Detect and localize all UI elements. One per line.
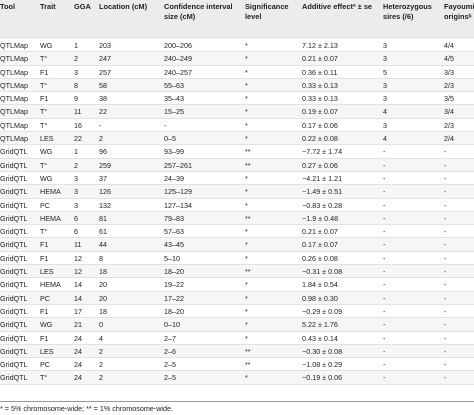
table-row [0, 92, 474, 105]
cell-gga: 3 [74, 67, 78, 77]
cell-tool: QTLMap [0, 80, 28, 90]
cell-confidence-interval: 35–43 [164, 94, 184, 104]
cell-confidence-interval: 15–25 [164, 107, 184, 117]
cell-significance: ** [245, 267, 251, 277]
cell-fayoumi-origins: - [444, 200, 447, 210]
cell-tool: QTLMap [0, 67, 28, 77]
cell-additive-effect: 0.26 ± 0.08 [302, 253, 338, 263]
cell-location: 2 [99, 134, 103, 144]
cell-trait: WG [40, 320, 53, 330]
cell-heterozygous-sires: 5 [383, 67, 387, 77]
cell-location: 20 [99, 280, 107, 290]
table-row [0, 159, 474, 172]
cell-heterozygous-sires: - [383, 320, 386, 330]
cell-fayoumi-origins: - [444, 280, 447, 290]
cell-location: 247 [99, 54, 111, 64]
table-header [0, 0, 474, 39]
cell-tool: QTLMap [0, 120, 28, 130]
cell-significance: * [245, 280, 248, 290]
cell-significance: * [245, 293, 248, 303]
cell-location: - [99, 120, 102, 130]
table-row [0, 265, 474, 278]
table-row [0, 52, 474, 65]
cell-gga: 12 [74, 253, 82, 263]
cell-additive-effect: −0.19 ± 0.06 [302, 373, 343, 383]
cell-confidence-interval: - [164, 120, 167, 130]
cell-additive-effect: −0.29 ± 0.09 [302, 306, 343, 316]
cell-confidence-interval: 93–99 [164, 147, 184, 157]
cell-gga: 16 [74, 120, 82, 130]
cell-significance: ** [245, 147, 251, 157]
cell-confidence-interval: 240–257 [164, 67, 192, 77]
cell-tool: GridQTL [0, 333, 28, 343]
cell-gga: 6 [74, 213, 78, 223]
cell-fayoumi-origins: - [444, 293, 447, 303]
cell-trait: LES [40, 346, 54, 356]
cell-location: 38 [99, 94, 107, 104]
cell-location: 22 [99, 107, 107, 117]
cell-trait: F1 [40, 240, 49, 250]
header-ci-line1: Confidence interval [164, 2, 233, 11]
table-row [0, 105, 474, 118]
cell-gga: 9 [74, 94, 78, 104]
cell-confidence-interval: 2–5 [164, 360, 176, 370]
cell-location: 37 [99, 173, 107, 183]
cell-additive-effect: −0.30 ± 0.08 [302, 346, 343, 356]
cell-fayoumi-origins: 3/5 [444, 94, 454, 104]
cell-location: 18 [99, 306, 107, 316]
cell-fayoumi-origins: 2/3 [444, 120, 454, 130]
cell-tool: GridQTL [0, 173, 28, 183]
cell-heterozygous-sires: - [383, 240, 386, 250]
cell-tool: QTLMap [0, 41, 28, 50]
cell-heterozygous-sires: - [383, 147, 386, 157]
cell-confidence-interval: 5–10 [164, 253, 180, 263]
cell-confidence-interval: 18–20 [164, 267, 184, 277]
cell-significance: ** [245, 360, 251, 370]
cell-additive-effect: 0.21 ± 0.07 [302, 227, 338, 237]
cell-gga: 24 [74, 346, 82, 356]
table-row [0, 318, 474, 331]
cell-trait: T° [40, 373, 48, 383]
cell-location: 2 [99, 373, 103, 383]
cell-trait: PC [40, 293, 50, 303]
cell-heterozygous-sires: - [383, 200, 386, 210]
cell-trait: T° [40, 80, 48, 90]
cell-tool: GridQTL [0, 187, 28, 197]
cell-additive-effect: −7.72 ± 1.74 [302, 147, 343, 157]
table-body [0, 39, 474, 385]
cell-trait: F1 [40, 94, 49, 104]
table-row [0, 119, 474, 132]
header-gga: GGA [74, 2, 91, 11]
cell-confidence-interval: 55–63 [164, 80, 184, 90]
header-ci-line2: size (cM) [164, 12, 196, 21]
cell-gga: 3 [74, 173, 78, 183]
cell-trait: HEMA [40, 213, 61, 223]
cell-fayoumi-origins: - [444, 333, 447, 343]
cell-heterozygous-sires: 3 [383, 41, 387, 50]
cell-confidence-interval: 18–20 [164, 306, 184, 316]
cell-trait: T° [40, 160, 48, 170]
cell-location: 20 [99, 293, 107, 303]
cell-additive-effect: 0.43 ± 0.14 [302, 333, 338, 343]
cell-additive-effect: 0.33 ± 0.13 [302, 94, 338, 104]
cell-fayoumi-origins: - [444, 267, 447, 277]
cell-location: 58 [99, 80, 107, 90]
cell-additive-effect: 0.98 ± 0.30 [302, 293, 338, 303]
cell-significance: * [245, 333, 248, 343]
cell-heterozygous-sires: 3 [383, 54, 387, 64]
cell-tool: QTLMap [0, 107, 28, 117]
cell-gga: 2 [74, 54, 78, 64]
cell-confidence-interval: 240–249 [164, 54, 192, 64]
cell-trait: LES [40, 267, 54, 277]
cell-trait: LES [40, 134, 54, 144]
cell-gga: 24 [74, 333, 82, 343]
cell-heterozygous-sires: - [383, 173, 386, 183]
table-row [0, 332, 474, 345]
cell-additive-effect: 1.84 ± 0.54 [302, 280, 338, 290]
cell-fayoumi-origins: - [444, 373, 447, 383]
cell-trait: HEMA [40, 187, 61, 197]
cell-significance: * [245, 373, 248, 383]
table-row [0, 185, 474, 198]
cell-tool: GridQTL [0, 373, 28, 383]
cell-tool: GridQTL [0, 360, 28, 370]
cell-additive-effect: 0.22 ± 0.08 [302, 134, 338, 144]
cell-gga: 1 [74, 41, 78, 50]
cell-additive-effect: 5.22 ± 1.76 [302, 320, 338, 330]
table-row [0, 132, 474, 145]
cell-tool: GridQTL [0, 293, 28, 303]
cell-additive-effect: −0.31 ± 0.08 [302, 267, 343, 277]
header-additive-effect: Additive effectª ± se [302, 2, 373, 11]
cell-location: 4 [99, 333, 103, 343]
cell-tool: GridQTL [0, 240, 28, 250]
cell-location: 44 [99, 240, 107, 250]
cell-gga: 3 [74, 200, 78, 210]
cell-trait: T° [40, 227, 48, 237]
cell-heterozygous-sires: 4 [383, 107, 387, 117]
cell-location: 8 [99, 253, 103, 263]
cell-trait: WG [40, 147, 53, 157]
cell-tool: GridQTL [0, 227, 28, 237]
cell-heterozygous-sires: - [383, 333, 386, 343]
cell-confidence-interval: 257–261 [164, 160, 192, 170]
table-row [0, 252, 474, 265]
cell-significance: * [245, 187, 248, 197]
header-significance [245, 2, 289, 22]
cell-confidence-interval: 2–5 [164, 373, 176, 383]
cell-heterozygous-sires: - [383, 267, 386, 277]
cell-gga: 11 [74, 107, 82, 117]
cell-gga: 6 [74, 227, 78, 237]
cell-fayoumi-origins: - [444, 240, 447, 250]
table-row [0, 292, 474, 305]
cell-additive-effect: 0.17 ± 0.06 [302, 120, 338, 130]
header-het-line1: Heterozygous [383, 2, 432, 11]
cell-tool: GridQTL [0, 320, 28, 330]
cell-tool: GridQTL [0, 306, 28, 316]
cell-heterozygous-sires: 3 [383, 80, 387, 90]
header-trait: Trait [40, 2, 56, 11]
cell-significance: * [245, 80, 248, 90]
cell-confidence-interval: 57–63 [164, 227, 184, 237]
cell-gga: 21 [74, 320, 82, 330]
cell-confidence-interval: 43–45 [164, 240, 184, 250]
cell-location: 126 [99, 187, 111, 197]
cell-fayoumi-origins: - [444, 227, 447, 237]
cell-trait: T° [40, 107, 48, 117]
cell-confidence-interval: 0–10 [164, 320, 180, 330]
cell-location: 81 [99, 213, 107, 223]
cell-fayoumi-origins: - [444, 213, 447, 223]
table-row [0, 225, 474, 238]
cell-heterozygous-sires: - [383, 346, 386, 356]
cell-location: 2 [99, 346, 103, 356]
cell-significance: * [245, 320, 248, 330]
cell-confidence-interval: 125–129 [164, 187, 192, 197]
table-row [0, 238, 474, 251]
cell-gga: 2 [74, 160, 78, 170]
cell-significance: * [245, 173, 248, 183]
cell-tool: GridQTL [0, 160, 28, 170]
header-confidence-interval [164, 2, 233, 22]
cell-location: 132 [99, 200, 111, 210]
cell-significance: * [245, 306, 248, 316]
cell-tool: QTLMap [0, 54, 28, 64]
cell-trait: F1 [40, 333, 49, 343]
cell-tool: GridQTL [0, 213, 28, 223]
cell-trait: F1 [40, 306, 49, 316]
cell-confidence-interval: 2–7 [164, 333, 176, 343]
table-row [0, 278, 474, 291]
cell-additive-effect: 0.33 ± 0.13 [302, 80, 338, 90]
header-fay-line1: Fayoumi [444, 2, 474, 11]
cell-heterozygous-sires: - [383, 253, 386, 263]
cell-fayoumi-origins: - [444, 160, 447, 170]
cell-significance: * [245, 227, 248, 237]
cell-fayoumi-origins: 2/4 [444, 134, 454, 144]
cell-tool: GridQTL [0, 253, 28, 263]
cell-gga: 24 [74, 373, 82, 383]
cell-location: 0 [99, 320, 103, 330]
table-row [0, 66, 474, 79]
cell-additive-effect: 0.19 ± 0.07 [302, 107, 338, 117]
footnote-text: * = 5% chromosome-wide; ** = 1% chromosome-wide. [0, 404, 173, 413]
cell-additive-effect: −1.08 ± 0.29 [302, 360, 343, 370]
table-row [0, 305, 474, 318]
cell-significance: * [245, 107, 248, 117]
cell-heterozygous-sires: - [383, 213, 386, 223]
cell-tool: GridQTL [0, 267, 28, 277]
cell-location: 61 [99, 227, 107, 237]
cell-location: 257 [99, 67, 111, 77]
cell-location: 96 [99, 147, 107, 157]
cell-heterozygous-sires: - [383, 280, 386, 290]
cell-location: 203 [99, 41, 111, 50]
header-het-line2: sires (/6) [383, 12, 414, 21]
cell-additive-effect: −0.83 ± 0.28 [302, 200, 343, 210]
cell-heterozygous-sires: 4 [383, 134, 387, 144]
cell-fayoumi-origins: - [444, 173, 447, 183]
cell-confidence-interval: 79–83 [164, 213, 184, 223]
cell-gga: 24 [74, 360, 82, 370]
cell-additive-effect: 0.17 ± 0.07 [302, 240, 338, 250]
cell-gga: 14 [74, 293, 82, 303]
cell-confidence-interval: 127–134 [164, 200, 192, 210]
cell-trait: T° [40, 120, 48, 130]
cell-heterozygous-sires: 3 [383, 94, 387, 104]
cell-gga: 17 [74, 306, 82, 316]
cell-significance: * [245, 253, 248, 263]
cell-trait: WG [40, 41, 53, 50]
cell-additive-effect: 0.27 ± 0.06 [302, 160, 338, 170]
cell-trait: F1 [40, 67, 49, 77]
cell-significance: ** [245, 213, 251, 223]
cell-fayoumi-origins: 3/3 [444, 67, 454, 77]
table-row [0, 345, 474, 358]
cell-fayoumi-origins: - [444, 306, 447, 316]
cell-fayoumi-origins: - [444, 346, 447, 356]
cell-additive-effect: 7.12 ± 2.13 [302, 41, 338, 50]
cell-heterozygous-sires: - [383, 160, 386, 170]
cell-trait: HEMA [40, 280, 61, 290]
table-footnote [0, 401, 474, 415]
cell-additive-effect: −1.49 ± 0.51 [302, 187, 343, 197]
cell-fayoumi-origins: - [444, 253, 447, 263]
cell-additive-effect: 0.36 ± 0.11 [302, 67, 338, 77]
cell-gga: 3 [74, 187, 78, 197]
cell-significance: ** [245, 160, 251, 170]
cell-confidence-interval: 2–6 [164, 346, 176, 356]
cell-confidence-interval: 24–39 [164, 173, 184, 183]
header-location: Location (cM) [99, 2, 148, 11]
cell-fayoumi-origins: - [444, 320, 447, 330]
cell-heterozygous-sires: - [383, 306, 386, 316]
table-row [0, 39, 474, 52]
cell-tool: GridQTL [0, 147, 28, 157]
cell-heterozygous-sires: - [383, 373, 386, 383]
header-sig-line2: level [245, 12, 262, 21]
cell-significance: * [245, 54, 248, 64]
cell-additive-effect: −1.9 ± 0.48 [302, 213, 339, 223]
cell-location: 259 [99, 160, 111, 170]
cell-heterozygous-sires: - [383, 187, 386, 197]
cell-additive-effect: −4.21 ± 1.21 [302, 173, 343, 183]
cell-tool: GridQTL [0, 280, 28, 290]
cell-significance: * [245, 120, 248, 130]
cell-fayoumi-origins: - [444, 147, 447, 157]
cell-location: 18 [99, 267, 107, 277]
cell-significance: * [245, 41, 248, 50]
cell-significance: * [245, 200, 248, 210]
cell-additive-effect: 0.21 ± 0.07 [302, 54, 338, 64]
cell-fayoumi-origins: 3/4 [444, 107, 454, 117]
header-fay-line2: originsᵇ [444, 12, 472, 21]
table-row [0, 212, 474, 225]
cell-significance: * [245, 240, 248, 250]
cell-gga: 8 [74, 80, 78, 90]
cell-fayoumi-origins: 4/5 [444, 54, 454, 64]
cell-tool: GridQTL [0, 346, 28, 356]
cell-tool: QTLMap [0, 94, 28, 104]
header-heterozygous-sires [383, 2, 432, 22]
cell-fayoumi-origins: 2/3 [444, 80, 454, 90]
cell-heterozygous-sires: - [383, 227, 386, 237]
cell-gga: 12 [74, 267, 82, 277]
cell-significance: * [245, 67, 248, 77]
table-row [0, 79, 474, 92]
cell-fayoumi-origins: - [444, 187, 447, 197]
table-row [0, 145, 474, 158]
cell-tool: QTLMap [0, 134, 28, 144]
cell-gga: 1 [74, 147, 78, 157]
cell-trait: WG [40, 173, 53, 183]
cell-confidence-interval: 19–22 [164, 280, 184, 290]
cell-gga: 14 [74, 280, 82, 290]
cell-location: 2 [99, 360, 103, 370]
cell-significance: * [245, 134, 248, 144]
table-row [0, 199, 474, 212]
cell-significance: * [245, 94, 248, 104]
table-row [0, 371, 474, 384]
cell-trait: PC [40, 360, 50, 370]
header-fayoumi-origins [444, 2, 474, 22]
cell-heterozygous-sires: 3 [383, 120, 387, 130]
header-sig-line1: Significance [245, 2, 289, 11]
cell-fayoumi-origins: 4/4 [444, 41, 454, 50]
cell-significance: ** [245, 346, 251, 356]
cell-trait: F1 [40, 253, 49, 263]
header-tool: Tool [0, 2, 16, 11]
cell-fayoumi-origins: - [444, 360, 447, 370]
table-row [0, 358, 474, 371]
cell-heterozygous-sires: - [383, 293, 386, 303]
cell-confidence-interval: 200–206 [164, 41, 192, 50]
cell-heterozygous-sires: - [383, 360, 386, 370]
table-row [0, 172, 474, 185]
cell-trait: T° [40, 54, 48, 64]
cell-tool: GridQTL [0, 200, 28, 210]
cell-confidence-interval: 0–5 [164, 134, 176, 144]
cell-confidence-interval: 17–22 [164, 293, 184, 303]
cell-gga: 22 [74, 134, 82, 144]
cell-gga: 11 [74, 240, 82, 250]
cell-trait: PC [40, 200, 50, 210]
